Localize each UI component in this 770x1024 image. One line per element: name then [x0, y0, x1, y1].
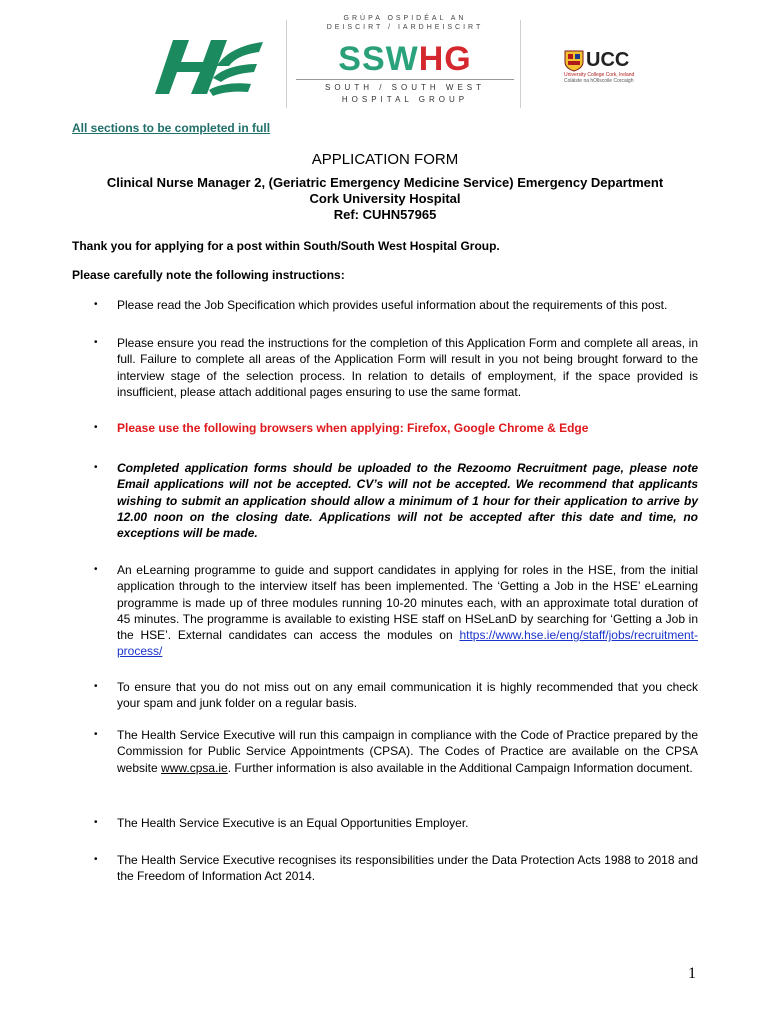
instruction-text: Please read the Job Specification which provides useful information about the requirements of this post.: [117, 298, 668, 312]
bullet-glyph: •: [94, 729, 98, 740]
cpsa-text: The Health Service Executive will run this campaign in compliance with the Code of Practice prepared by the Commission for Public Service Appointments (CPSA). The Codes of Practice are available on the CPSA website www.cpsa.ie. Further information is also available in the Additional Campaign Information document.: [117, 728, 698, 775]
completion-notice: All sections to be completed in full: [72, 121, 271, 135]
ucc-subtitle-english: University College Cork, Ireland: [564, 72, 635, 78]
recruitment-process-link[interactable]: https://www.hse.ie/eng/staff/jobs/recruitment-process/: [117, 628, 698, 659]
cpsa-link[interactable]: www.cpsa.ie: [161, 760, 228, 775]
bullet-glyph: •: [94, 462, 98, 473]
bullet-glyph: •: [94, 299, 98, 310]
header-logos: [0, 0, 770, 118]
instructions-heading: Please carefully note the following instructions:: [72, 268, 345, 282]
sswhg-logo: [292, 14, 518, 112]
submission-notice: Completed application forms should be uploaded to the Rezoomo Recruitment page, please note Email applications will not be accepted. CV’s will not be accepted. We recommend that applicants wishing to submit an application should allow a minimum of 1 hour for their application to arrive by 12.00 noon on the closing date. Applications will not be accepted after this date and time, no exceptions will be made.: [117, 461, 698, 541]
ucc-crest-icon: [564, 50, 584, 72]
bullet-glyph: •: [94, 854, 98, 865]
instruction-text: Please ensure you read the instructions for the completion of this Application Form and complete all areas, in full. Failure to complete all areas of the Application Form will result in you not being brought forward to the interview stage of the selection process. In relation to details of employment, if the space provided is insufficient, please attach additional pages ensuring to use the same format.: [117, 336, 698, 399]
browser-notice: Please use the following browsers when applying: Firefox, Google Chrome & Edge: [117, 421, 589, 435]
post-title: Clinical Nurse Manager 2, (Geriatric Emergency Medicine Service) Emergency Department: [106, 175, 664, 190]
bullet-glyph: •: [94, 337, 98, 348]
logo-divider: [520, 20, 521, 108]
bullet-glyph: •: [94, 817, 98, 828]
page-number: 1: [688, 965, 696, 982]
instruction-text: The Health Service Executive is an Equal Opportunities Employer.: [117, 816, 469, 830]
sswhg-brand-text: SSWHG: [338, 40, 472, 78]
bullet-glyph: •: [94, 422, 98, 433]
elearning-text: An eLearning programme to guide and support candidates in applying for roles in the HSE, from the initial application through to the interview itself has been implemented. The ‘Getting a Job in the HSE’ eLearning programme is made up of three modules running 10-20 minutes each, with an approximate total duration of 45 minutes. The programme is available to existing HSE staff on HSeLanD by searching for ‘Getting a Job in the HSE’. External candidates can access the modules on https://www.hse.ie/eng/staff/jobs/recruitment-process/: [117, 563, 698, 659]
sswhg-rule: [296, 79, 514, 80]
hse-logo: [155, 36, 265, 98]
logo-divider: [286, 20, 287, 108]
instruction-text: The Health Service Executive recognises its responsibilities under the Data Protection Acts 1988 to 2018 and the Freedom of Information Act 2014.: [117, 853, 698, 884]
bullet-glyph: •: [94, 681, 98, 692]
hospital-name: Cork University Hospital: [309, 191, 461, 206]
sswhg-irish-text: GRÚPA OSPIDÉAL AN DEISCIRT / IARDHEISCIRT: [326, 15, 484, 31]
instruction-text: To ensure that you do not miss out on any email communication it is highly recommended that you check your spam and junk folder on a regular basis.: [117, 680, 698, 711]
reference-number: Ref: CUHN57965: [333, 207, 437, 222]
ucc-subtitle-irish: Coláiste na hOllscoile Corcaigh: [564, 78, 634, 84]
bullet-glyph: •: [94, 564, 98, 575]
sswhg-english-text: SOUTH / SOUTH WEST HOSPITAL GROUP: [325, 83, 485, 104]
thank-you-text: Thank you for applying for a post within South/South West Hospital Group.: [72, 239, 500, 253]
form-title: APPLICATION FORM: [311, 151, 459, 168]
ucc-logo: [564, 50, 654, 86]
ucc-name: UCC: [586, 49, 630, 71]
